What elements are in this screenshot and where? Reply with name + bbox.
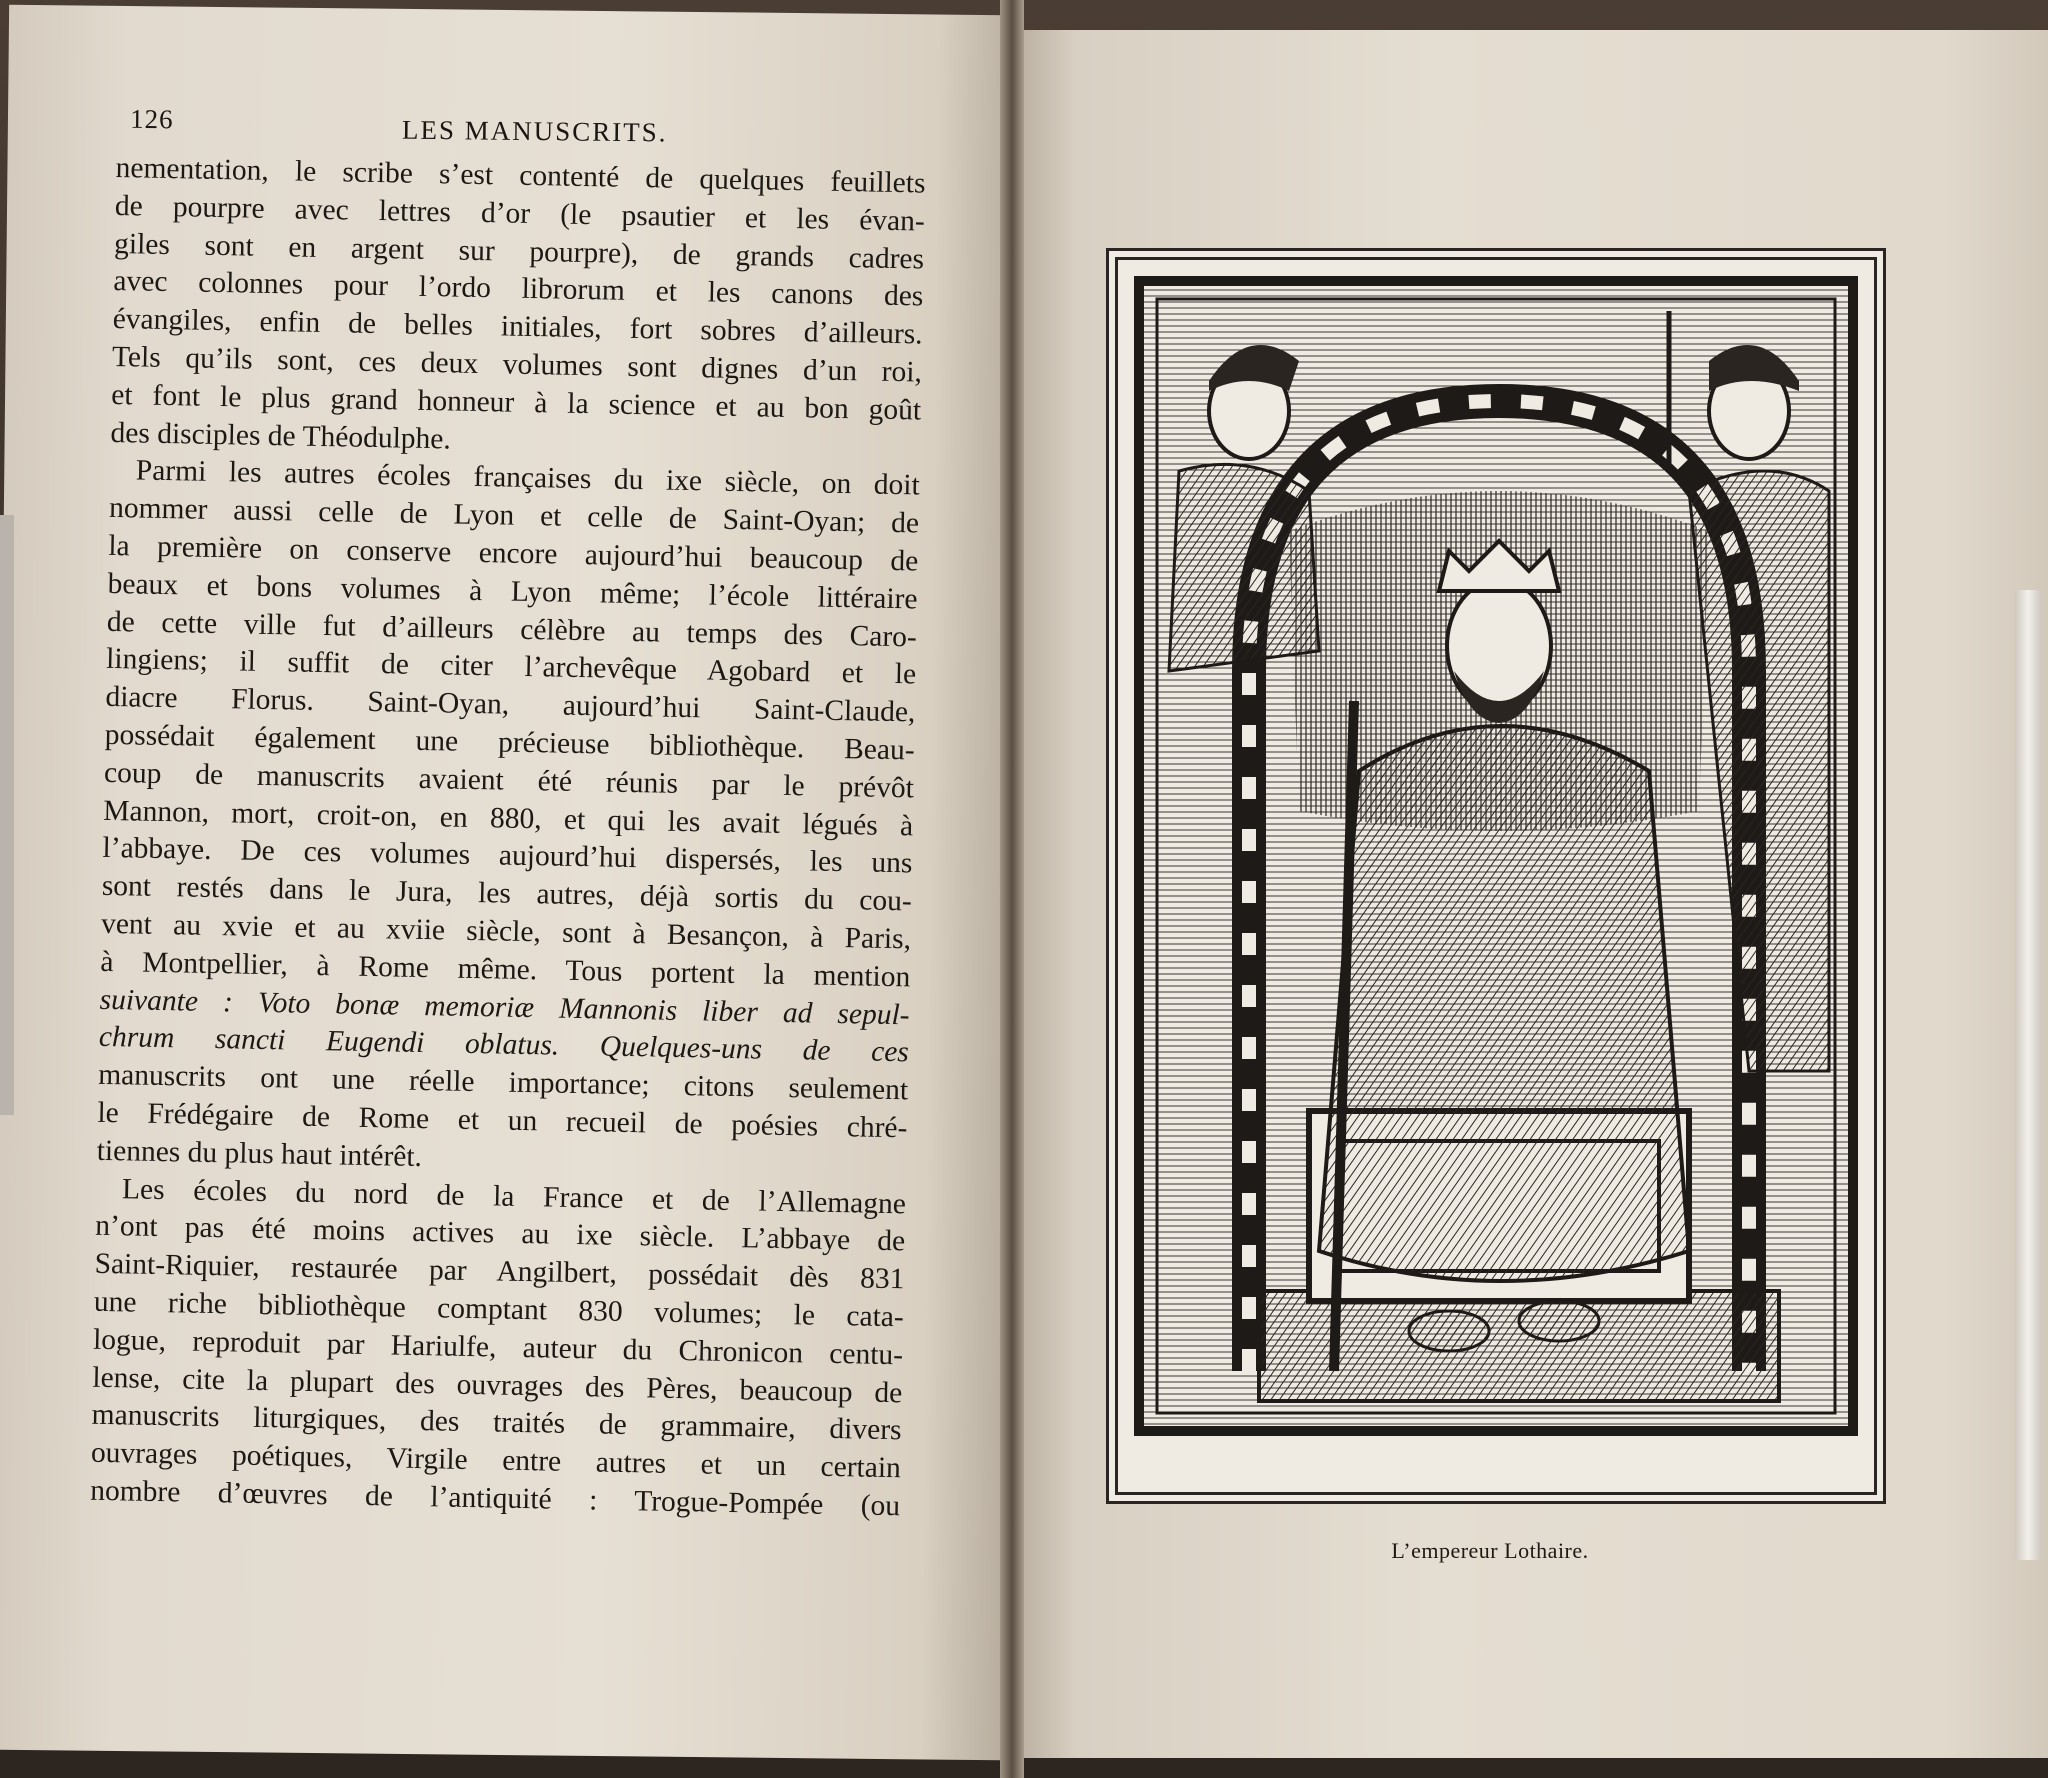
text-line: n’ont pas été moins actives au ixe siècle. L’abbaye de <box>95 1210 906 1258</box>
text-line: manuscrits liturgiques, des traités de grammaire, divers <box>91 1399 902 1447</box>
text-line: Parmi les autres écoles françaises du ixe siècle, on doit <box>135 454 921 502</box>
text-line: chrum sancti Eugendi oblatus. Quelques-uns de ces <box>98 1021 910 1069</box>
text-line: Les écoles du nord de la France et de l’Allemagne <box>121 1172 907 1220</box>
paragraph-1 <box>110 150 926 468</box>
body-text <box>90 150 926 1526</box>
paragraph-3 <box>90 1170 906 1526</box>
text-line: l’abbaye. De ces volumes aujourd’hui dispersés, les uns <box>102 832 913 880</box>
chapter-title: LES MANUSCRITS. <box>401 114 668 148</box>
text-line: la première on conserve encore aujourd’hui beaucoup de <box>108 529 919 578</box>
emperor-engraving <box>1109 251 1883 1501</box>
text-line: possédait également une précieuse bibliothèque. Beau- <box>104 718 915 767</box>
text-line: nombre d’œuvres de l’antiquité : Trogue-Pompée (ou <box>89 1474 901 1523</box>
text-line: giles sont en argent sur pourpre), de grands cadres <box>113 227 925 276</box>
text-line: ouvrages poétiques, Virgile entre autres et un certain <box>90 1436 902 1485</box>
text-line: lense, cite la plupart des ouvrages des Pères, beaucoup de <box>92 1361 903 1409</box>
text-line: diacre Florus. Saint-Oyan, aujourd’hui Saint-Claude, <box>105 681 916 729</box>
page-edge-left <box>0 515 14 1115</box>
text-line: coup de manuscrits avaient été réunis par le prévôt <box>103 756 915 805</box>
text-line: Tels qu’ils sont, ces deux volumes sont dignes d’un roi, <box>111 340 923 389</box>
text-line: logue, reproduit par Hariulfe, auteur du Chronicon centu- <box>92 1323 904 1372</box>
text-line: suivante : Voto bonæ memoriæ Mannonis liber ad sepul- <box>99 983 910 1031</box>
text-line: Saint-Riquier, restaurée par Angilbert, possédait dès 831 <box>94 1247 905 1296</box>
engraving-plate <box>1106 248 1886 1504</box>
text-line: avec colonnes pour l’ordo librorum et les canons des <box>113 265 924 313</box>
text-line: lingiens; il suffit de citer l’archevêque Agobard et le <box>105 643 917 691</box>
text-line: Mannon, mort, croit-on, en 880, et qui les avait légués à <box>103 794 914 842</box>
plate-caption: L’empereur Lothaire. <box>1391 1538 1589 1563</box>
paragraph-2 <box>96 452 920 1186</box>
text-line: et font le plus grand honneur à la science et au bon goût <box>110 378 922 427</box>
text-line: des disciples de Théodulphe. <box>110 416 452 456</box>
text-line: à Montpellier, à Rome même. Tous portent la mention <box>100 945 911 994</box>
page-number: 126 <box>129 103 174 135</box>
text-line: le Frédégaire de Rome et un recueil de poésies chré- <box>97 1096 908 1145</box>
page-edge-right <box>2015 590 2041 1560</box>
text-line: évangiles, enfin de belles initiales, fort sobres d’ailleurs. <box>112 303 923 351</box>
text-line: de pourpre avec lettres d’or (le psautier et les évan- <box>114 189 926 238</box>
text-line: une riche bibliothèque comptant 830 volumes; le cata- <box>93 1285 905 1334</box>
text-line: nementation, le scribe s’est contenté de quelques feuillets <box>115 151 926 200</box>
text-line: nommer aussi celle de Lyon et celle de Saint-Oyan; de <box>108 492 920 540</box>
text-line: sont restés dans le Jura, les autres, déjà sortis du cou- <box>101 870 913 918</box>
text-line: tiennes du plus haut intérêt. <box>96 1134 423 1173</box>
text-line: beaux et bons volumes à Lyon même; l’école littéraire <box>107 567 918 616</box>
text-line: vent au xvie et au xviie siècle, sont à Besançon, à Paris, <box>100 907 912 956</box>
book-gutter <box>1000 0 1024 1778</box>
text-line: de cette ville fut d’ailleurs célèbre au temps des Caro- <box>106 605 918 654</box>
text-line: manuscrits ont une réelle importance; citons seulement <box>97 1058 909 1107</box>
